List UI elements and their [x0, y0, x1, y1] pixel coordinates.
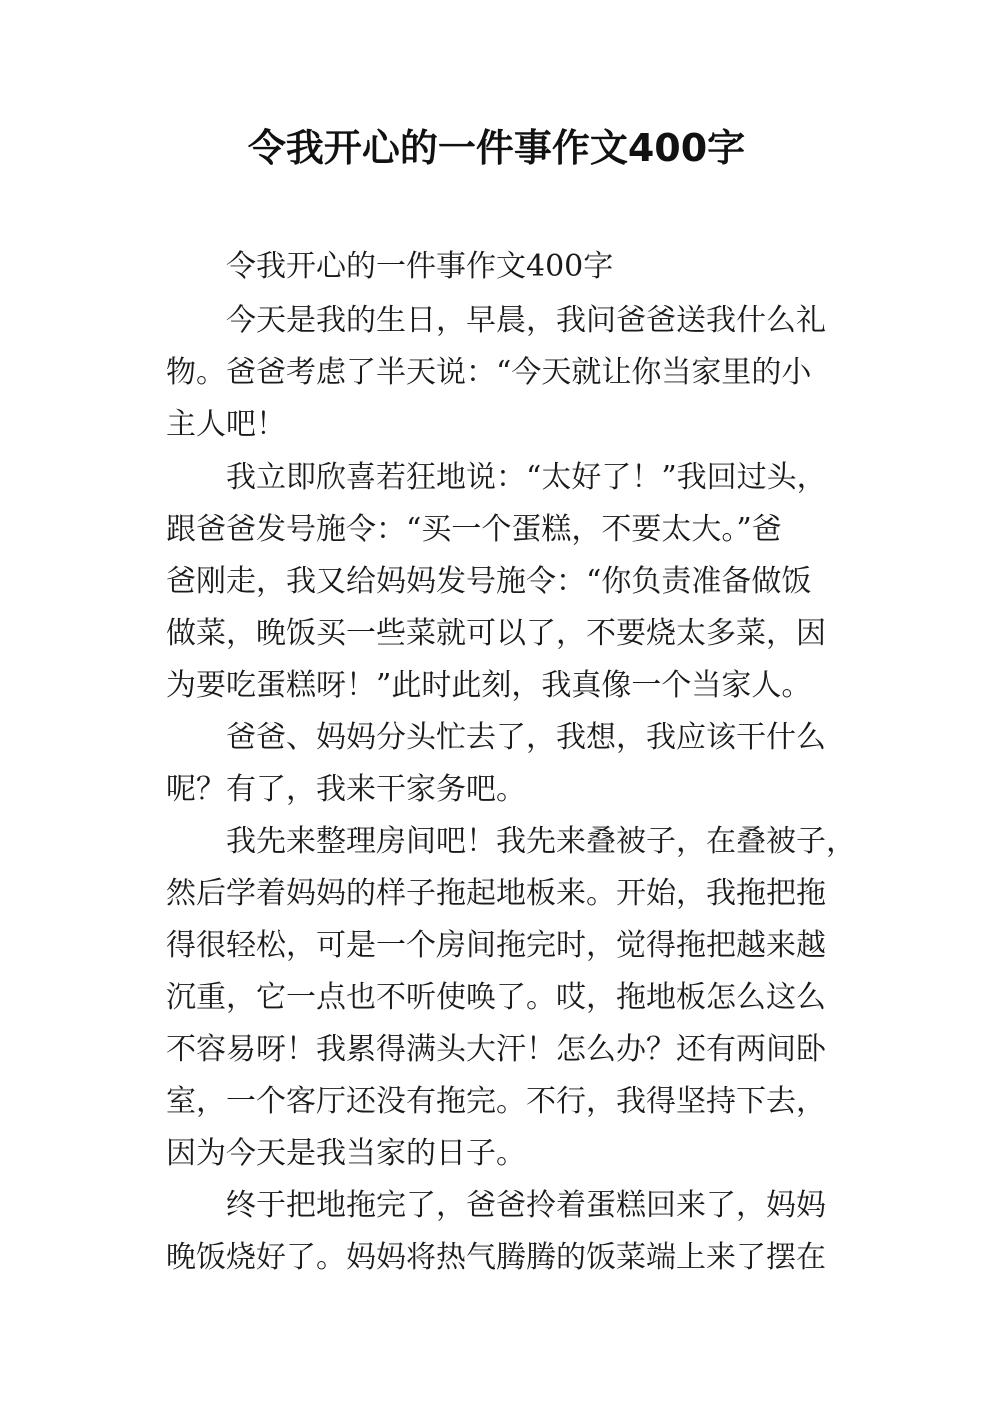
text-line: 晚饭烧好了。妈妈将热气腾腾的饭菜端上来了摆在 [166, 1240, 826, 1275]
text-line: 因为今天是我当家的日子。 [166, 1136, 526, 1171]
text-line: 主人吧！ [166, 407, 286, 442]
text-line: 呢？有了，我来干家务吧。 [166, 772, 526, 807]
text-line: 不容易呀！我累得满头大汗！怎么办？还有两间卧 [166, 1032, 826, 1067]
text-line: 得很轻松，可是一个房间拖完时，觉得拖把越来越 [166, 928, 826, 963]
text-line: 做菜，晚饭买一些菜就可以了，不要烧太多菜，因 [166, 616, 826, 651]
text-line: 物。爸爸考虑了半天说：“今天就让你当家里的小 [166, 355, 812, 390]
text-line: 为要吃蛋糕呀！”此时此刻，我真像一个当家人。 [166, 668, 812, 703]
text-line: 跟爸爸发号施令：“买一个蛋糕，不要太大。”爸 [166, 512, 782, 547]
text-line: 我先来整理房间吧！我先来叠被子，在叠被子， [226, 824, 856, 859]
text-line: 沉重，它一点也不听使唤了。哎，拖地板怎么这么 [166, 980, 826, 1015]
text-line: 今天是我的生日，早晨，我问爸爸送我什么礼 [226, 303, 826, 338]
text-line: 爸爸、妈妈分头忙去了，我想，我应该干什么 [226, 720, 826, 755]
text-line: 终于把地拖完了，爸爸拎着蛋糕回来了，妈妈 [226, 1188, 826, 1223]
document-title: 令我开心的一件事作文400字 [247, 126, 746, 170]
text-line: 室，一个客厅还没有拖完。不行，我得坚持下去， [166, 1084, 826, 1119]
text-line: 我立即欣喜若狂地说：“太好了！”我回过头， [226, 460, 827, 495]
text-line: 然后学着妈妈的样子拖起地板来。开始，我拖把拖 [166, 876, 826, 911]
text-line: 爸刚走，我又给妈妈发号施令：“你负责准备做饭 [166, 564, 812, 599]
subtitle-line: 令我开心的一件事作文400字 [226, 249, 614, 284]
